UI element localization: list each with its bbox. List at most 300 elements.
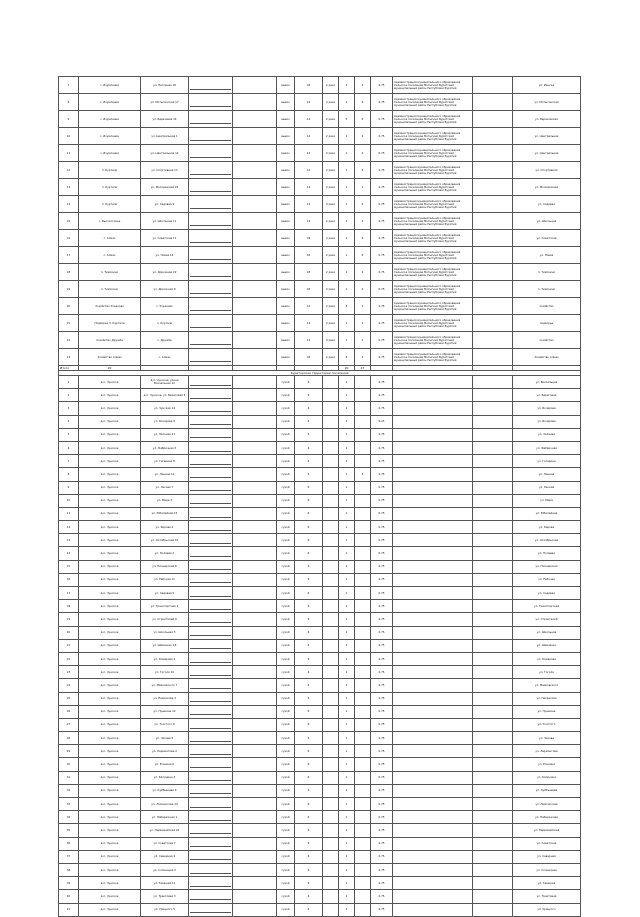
coordinates-cell	[189, 111, 233, 128]
count-a: 1	[339, 587, 355, 600]
empty-cell	[473, 179, 513, 196]
empty-cell	[323, 745, 339, 758]
object-type: сухой	[277, 468, 295, 481]
volume: 18	[295, 264, 323, 281]
count-a: 1	[339, 179, 355, 196]
street: ул. Есенина 6	[141, 758, 189, 771]
table-row	[59, 587, 581, 600]
empty-cell	[233, 494, 277, 507]
volume: 6	[295, 507, 323, 520]
coordinates-cell	[189, 639, 233, 652]
table-row	[59, 247, 581, 264]
count-b	[355, 692, 371, 705]
street: ул. Фабричная 3	[141, 441, 189, 454]
coordinates-cell	[189, 718, 233, 731]
empty-cell	[473, 389, 513, 402]
locality: д.п. Чунское	[79, 824, 141, 837]
row-number: 30	[59, 758, 79, 771]
coordinates-cell	[189, 811, 233, 824]
empty-cell	[233, 281, 277, 298]
object-type: сухой	[277, 428, 295, 441]
count-b: 6	[355, 196, 371, 213]
empty-cell	[393, 639, 473, 652]
coordinates-cell	[189, 679, 233, 692]
row-number: 32	[59, 784, 79, 797]
service-place: ул. Вокзальная	[513, 376, 581, 389]
count-a: 8	[339, 298, 355, 315]
empty-cell	[233, 213, 277, 230]
capacity: 0,75	[371, 890, 393, 903]
empty-cell	[473, 315, 513, 332]
object-type: вывоз	[277, 162, 295, 179]
empty-cell	[473, 264, 513, 281]
volume: 6	[295, 376, 323, 389]
locality: с. Изумление	[79, 145, 141, 162]
count-b	[355, 679, 371, 692]
locality: с. Изумление	[79, 94, 141, 111]
table-row	[59, 468, 581, 481]
row-number: 22	[59, 332, 79, 349]
count-b	[355, 547, 371, 560]
capacity: 0,75	[371, 455, 393, 468]
street: ул. Куйбышева 9	[141, 784, 189, 797]
empty-cell	[393, 798, 473, 811]
empty-cell	[473, 162, 513, 179]
service-place: ул. Некрасова	[513, 692, 581, 705]
empty-cell	[393, 521, 473, 534]
count-b	[355, 877, 371, 890]
table-row	[59, 758, 581, 771]
street: ул. Чунская 14	[141, 402, 189, 415]
street: ул. Новая 14	[141, 247, 189, 264]
capacity: 0,75	[371, 824, 393, 837]
table-row	[59, 863, 581, 876]
locality: д.п. Чунское	[79, 455, 141, 468]
row-number: 13	[59, 534, 79, 547]
street: ул. Зеленая 21	[141, 428, 189, 441]
volume: 6	[295, 639, 323, 652]
table-row	[59, 415, 581, 428]
table-row	[59, 428, 581, 441]
locality: д.п. Чунское	[79, 428, 141, 441]
coordinates-cell	[189, 281, 233, 298]
empty-cell	[473, 145, 513, 162]
volume: 6	[295, 758, 323, 771]
table-row	[59, 376, 581, 389]
volume: 6	[295, 415, 323, 428]
row-number: 5	[59, 428, 79, 441]
empty-cell	[393, 784, 473, 797]
volume: 6	[295, 626, 323, 639]
empty-cell	[323, 600, 339, 613]
empty-cell	[233, 428, 277, 441]
volume: 6	[295, 745, 323, 758]
locality: д.п. Чунское	[79, 573, 141, 586]
row-number: 28	[59, 732, 79, 745]
capacity: 0,75	[371, 798, 393, 811]
organization: Администрация муниципального образования Сельское поселение Мотыгино Бурятский муниципальный район Республики Бурятия	[393, 298, 473, 315]
service-place: ул. Солнечная	[513, 863, 581, 876]
empty-cell	[233, 824, 277, 837]
count-a: 1	[339, 264, 355, 281]
organization: Администрация муниципального образования Сельское поселение Мотыгино Бурятский муниципальный район Республики Бурятия	[393, 349, 473, 366]
register-table	[58, 76, 581, 917]
empty-cell	[233, 745, 277, 758]
object-type: сухой	[277, 376, 295, 389]
street: ул. Садовая 5	[141, 587, 189, 600]
service-place: ул. Есенина	[513, 758, 581, 771]
table-row	[59, 824, 581, 837]
street: ул. Калинина 3	[141, 771, 189, 784]
count-a: 1	[339, 758, 355, 771]
count-b	[355, 626, 371, 639]
service-place: ул. Куйбышева	[513, 784, 581, 797]
volume: 6	[295, 587, 323, 600]
volume: 14	[295, 332, 323, 349]
locality: д.п. Чунское	[79, 745, 141, 758]
empty-cell	[393, 468, 473, 481]
coordinates-cell	[189, 600, 233, 613]
table-row	[59, 111, 581, 128]
row-number: 18	[59, 264, 79, 281]
coordinates-cell	[189, 850, 233, 863]
count-b	[355, 705, 371, 718]
count-b: 2	[355, 298, 371, 315]
capacity: 0,75	[371, 560, 393, 573]
empty-cell	[393, 652, 473, 665]
street: ул. Садовая 9	[141, 196, 189, 213]
empty-cell	[233, 77, 277, 94]
coordinates-cell	[189, 732, 233, 745]
volume: 6	[295, 692, 323, 705]
capacity: 0,75	[371, 494, 393, 507]
table-row	[59, 162, 581, 179]
organization: Администрация муниципального образования Сельское поселение Мотыгино Бурятский муниципальный район Республики Бурятия	[393, 162, 473, 179]
volume: 6	[295, 441, 323, 454]
count-a: 1	[339, 903, 355, 916]
empty-cell	[233, 784, 277, 797]
count-a: 1	[339, 837, 355, 850]
service-place: ул. Таежная	[513, 877, 581, 890]
count-a: 1	[339, 626, 355, 639]
coordinates-cell	[189, 441, 233, 454]
empty-cell	[323, 705, 339, 718]
volume: 6	[295, 771, 323, 784]
empty-cell	[473, 679, 513, 692]
object-type: сухой	[277, 626, 295, 639]
capacity: 0,75	[371, 652, 393, 665]
empty-cell	[323, 415, 339, 428]
count-b: 6	[355, 247, 371, 264]
service-place: ул. Маяковского	[513, 679, 581, 692]
total-sum-a: 20	[339, 366, 355, 371]
empty-cell	[473, 771, 513, 784]
object-type: сухой	[277, 600, 295, 613]
table-row	[59, 441, 581, 454]
capacity: 0,75	[371, 626, 393, 639]
locality: д.п. Чунское	[79, 534, 141, 547]
street: ул. Мотыгинская 17	[141, 94, 189, 111]
table-row	[59, 455, 581, 468]
row-number: 7	[59, 77, 79, 94]
part1-rows	[59, 77, 581, 366]
street: ул. Маяковского 7	[141, 679, 189, 692]
empty-cell	[323, 798, 339, 811]
service-place: ул. Бочарова	[513, 415, 581, 428]
service-place: ул. Рабочая	[513, 573, 581, 586]
count-b	[355, 666, 371, 679]
service-place: ул. Школьная	[513, 626, 581, 639]
coordinates-cell	[189, 666, 233, 679]
object-type: сухой	[277, 679, 295, 692]
empty-cell	[233, 837, 277, 850]
volume: 6	[295, 534, 323, 547]
street: с. Ульяново	[141, 298, 189, 315]
count-a: 1	[339, 521, 355, 534]
table-row	[59, 196, 581, 213]
street: ул. Кирова 4	[141, 521, 189, 534]
empty-cell	[233, 587, 277, 600]
count-a: 1	[339, 162, 355, 179]
count-a: 1	[339, 732, 355, 745]
count-a: 1	[339, 415, 355, 428]
service-place: ул. Советская	[513, 230, 581, 247]
empty-cell	[323, 679, 339, 692]
locality: д.п. Чунское	[79, 877, 141, 890]
empty-cell	[473, 213, 513, 230]
count-a: 1	[339, 811, 355, 824]
empty-cell	[473, 666, 513, 679]
empty-cell	[233, 349, 277, 366]
volume: 6	[295, 811, 323, 824]
count-a: 1	[339, 145, 355, 162]
street: п. Куртали	[141, 315, 189, 332]
empty-cell	[323, 481, 339, 494]
count-a: 1	[339, 798, 355, 811]
count-a: 1	[339, 128, 355, 145]
empty-cell	[233, 890, 277, 903]
capacity: 0,75	[371, 573, 393, 586]
empty-cell	[323, 428, 339, 441]
frequency: 2 раза	[323, 128, 339, 145]
count-b: 2	[355, 145, 371, 162]
object-type: сухой	[277, 415, 295, 428]
empty-cell	[233, 332, 277, 349]
object-type: сухой	[277, 481, 295, 494]
empty-cell	[393, 415, 473, 428]
locality: д.п. Чунское	[79, 468, 141, 481]
row-number: 40	[59, 890, 79, 903]
empty-cell	[323, 613, 339, 626]
capacity: 0,75	[371, 376, 393, 389]
empty-cell	[473, 415, 513, 428]
table-row	[59, 128, 581, 145]
object-type: сухой	[277, 441, 295, 454]
table-row	[59, 507, 581, 520]
object-type: вывоз	[277, 145, 295, 162]
empty-cell	[233, 600, 277, 613]
street: ул. Комарова 2	[141, 652, 189, 665]
organization: Администрация муниципального образования Сельское поселение Мотыгино Бурятский муниципальный район Республики Бурятия	[393, 94, 473, 111]
frequency: 2 раза	[323, 247, 339, 264]
empty-cell	[233, 196, 277, 213]
object-type: вывоз	[277, 247, 295, 264]
empty-cell	[473, 692, 513, 705]
empty-cell	[473, 349, 513, 366]
object-type: вывоз	[277, 298, 295, 315]
locality: д.п. Чунское	[79, 441, 141, 454]
locality: д.п. Чунское	[79, 784, 141, 797]
row-number: 25	[59, 692, 79, 705]
empty-cell	[473, 468, 513, 481]
coordinates-cell	[189, 94, 233, 111]
coordinates-cell	[189, 145, 233, 162]
row-number: 18	[59, 600, 79, 613]
street: ул. Рабочая 11	[141, 573, 189, 586]
empty-cell	[393, 481, 473, 494]
count-b	[355, 587, 371, 600]
empty-cell	[323, 639, 339, 652]
capacity: 0,75	[371, 264, 393, 281]
object-type: вывоз	[277, 230, 295, 247]
count-a: 1	[339, 613, 355, 626]
empty-cell	[473, 600, 513, 613]
capacity: 0,75	[371, 534, 393, 547]
empty-cell	[393, 718, 473, 731]
object-type: сухой	[277, 652, 295, 665]
street: ул. Лесная 7	[141, 481, 189, 494]
locality: д.п. Чунское	[79, 507, 141, 520]
coordinates-cell	[189, 692, 233, 705]
row-number: 27	[59, 718, 79, 731]
organization: Администрация муниципального образования Сельское поселение Мотыгино Бурятский муниципальный район Республики Бурятия	[393, 145, 473, 162]
empty-cell	[393, 771, 473, 784]
volume: 14	[295, 128, 323, 145]
capacity: 0,75	[371, 692, 393, 705]
row-number: 9	[59, 481, 79, 494]
capacity: 0,75	[371, 428, 393, 441]
row-number: 29	[59, 745, 79, 758]
locality: д.п. Чунское	[79, 771, 141, 784]
volume: 6	[295, 679, 323, 692]
empty-cell	[323, 494, 339, 507]
volume: 6	[295, 468, 323, 481]
frequency: 2 раза	[323, 196, 339, 213]
empty-cell	[323, 850, 339, 863]
count-a: 1	[339, 850, 355, 863]
frequency: 2 раза	[323, 315, 339, 332]
capacity: 0,75	[371, 481, 393, 494]
frequency: 2 раза	[323, 298, 339, 315]
service-place: ул. Ломоносова	[513, 798, 581, 811]
object-type: сухой	[277, 705, 295, 718]
locality: д.п. Чунское	[79, 600, 141, 613]
count-b	[355, 507, 371, 520]
count-b: 2	[355, 281, 371, 298]
frequency: 2 раза	[323, 111, 339, 128]
organization: Администрация муниципального образования Сельское поселение Мотыгино Бурятский муниципальный район Республики Бурятия	[393, 111, 473, 128]
capacity: 0,75	[371, 745, 393, 758]
count-b	[355, 824, 371, 837]
object-type: сухой	[277, 666, 295, 679]
locality: д.п. Чунское	[79, 758, 141, 771]
table-row	[59, 652, 581, 665]
organization: Администрация муниципального образования Сельское поселение Мотыгино Бурятский муниципальный район Республики Бурятия	[393, 179, 473, 196]
frequency: 2 раза	[323, 281, 339, 298]
count-a: 1	[339, 281, 355, 298]
empty-cell	[473, 111, 513, 128]
frequency: 2 раза	[323, 145, 339, 162]
object-type: вывоз	[277, 94, 295, 111]
coordinates-cell	[189, 494, 233, 507]
volume: 6	[295, 389, 323, 402]
row-number: 35	[59, 824, 79, 837]
coordinates-cell	[189, 507, 233, 520]
count-a: 1	[339, 441, 355, 454]
row-number: 14	[59, 547, 79, 560]
locality: д.п. Чунское	[79, 679, 141, 692]
empty-cell	[473, 587, 513, 600]
empty-cell	[233, 94, 277, 111]
row-number: 1	[59, 376, 79, 389]
volume: 6	[295, 824, 323, 837]
row-number: 15	[59, 560, 79, 573]
service-place: ул. Березовская	[513, 111, 581, 128]
volume: 6	[295, 666, 323, 679]
object-type: сухой	[277, 837, 295, 850]
table-row	[59, 481, 581, 494]
empty-cell	[323, 652, 339, 665]
empty-cell	[473, 298, 513, 315]
coordinates-cell	[189, 613, 233, 626]
table-row	[59, 732, 581, 745]
service-place: ул. Лермонтова	[513, 745, 581, 758]
count-b: 1	[355, 179, 371, 196]
volume: 6	[295, 784, 323, 797]
empty-cell	[233, 376, 277, 389]
capacity: 0,75	[371, 111, 393, 128]
count-b	[355, 745, 371, 758]
empty-cell	[323, 376, 339, 389]
count-b	[355, 811, 371, 824]
organization: Администрация муниципального образования Сельское поселение Мотыгино Бурятский муниципальный район Республики Бурятия	[393, 128, 473, 145]
empty-cell	[393, 692, 473, 705]
count-a: 1	[339, 890, 355, 903]
empty-cell	[473, 877, 513, 890]
count-a: 1	[339, 389, 355, 402]
count-a: 1	[339, 771, 355, 784]
row-number: 8	[59, 94, 79, 111]
object-type: сухой	[277, 718, 295, 731]
table-row	[59, 613, 581, 626]
count-b: 2	[355, 128, 371, 145]
volume: 6	[295, 652, 323, 665]
organization: Администрация муниципального образования Сельское поселение Мотыгино Бурятский муниципальный район Республики Бурятия	[393, 247, 473, 264]
street: ул. Нагорная 18	[141, 77, 189, 94]
empty-cell	[473, 94, 513, 111]
count-a: 1	[339, 877, 355, 890]
empty-cell	[393, 705, 473, 718]
empty-cell	[393, 732, 473, 745]
locality: д.п. Чунское	[79, 732, 141, 745]
row-number: 3	[59, 402, 79, 415]
object-type: сухой	[277, 758, 295, 771]
count-a: 1	[339, 481, 355, 494]
service-place: п. Тимохино	[513, 281, 581, 298]
empty-cell	[323, 666, 339, 679]
coordinates-cell	[189, 863, 233, 876]
coordinates-cell	[189, 230, 233, 247]
